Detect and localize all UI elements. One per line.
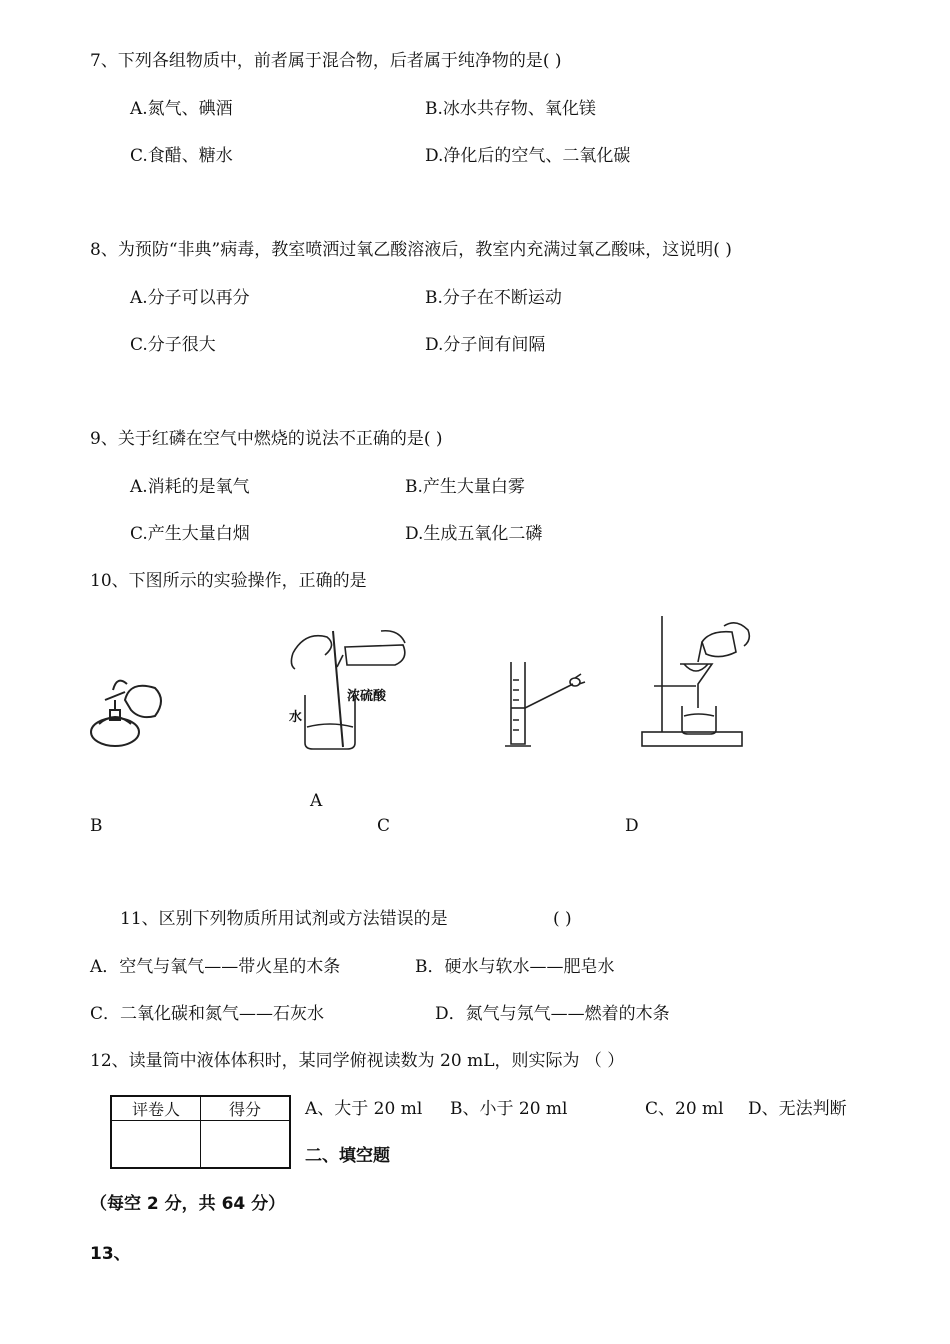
q12-option-c: C、20 ml [645, 1099, 724, 1119]
q12-option-d: D、无法判断 [748, 1099, 847, 1119]
score-cell[interactable] [201, 1121, 291, 1169]
q9-stem: 9、关于红磷在空气中燃烧的说法不正确的是( ) [90, 429, 443, 449]
alcohol-lamp-figure [85, 670, 170, 752]
q11-option-c: C．二氧化碳和氮气——石灰水 [90, 1004, 325, 1024]
acid-dilution-figure [285, 625, 410, 753]
acid-label: 浓硫酸 [347, 689, 387, 704]
grader-header: 评卷人 [111, 1096, 201, 1121]
q11-option-a: A．空气与氧气——带火星的木条 [90, 957, 341, 977]
figure-label-b: B [90, 816, 103, 836]
score-header: 得分 [201, 1096, 291, 1121]
q11-option-b: B．硬水与软水——肥皂水 [415, 957, 615, 977]
grading-table [110, 1095, 291, 1169]
q9-option-c: C.产生大量白烟 [130, 524, 250, 544]
water-label: 水 [289, 710, 303, 725]
q7-option-d: D.净化后的空气、二氧化碳 [425, 146, 631, 166]
q9-option-d: D.生成五氧化二磷 [405, 524, 543, 544]
q8-stem: 8、为预防“非典”病毒，教室喷洒过氧乙酸溶液后，教室内充满过氧乙酸味，这说明( ) [90, 240, 732, 260]
q12-option-b: B、小于 20 ml [450, 1099, 568, 1119]
q7-option-a: A.氮气、碘酒 [130, 99, 233, 119]
q9-option-b: B.产生大量白雾 [405, 477, 525, 497]
q8-option-d: D.分子间有间隔 [425, 335, 546, 355]
figure-label-a: A [310, 791, 323, 811]
q11-option-d: D．氮气与氖气——燃着的木条 [435, 1004, 670, 1024]
q8-option-c: C.分子很大 [130, 335, 216, 355]
q13-stem: 13、 [90, 1244, 131, 1264]
graduated-cylinder-figure [495, 660, 590, 752]
q7-option-c: C.食醋、糖水 [130, 146, 233, 166]
q8-option-b: B.分子在不断运动 [425, 288, 562, 308]
q9-option-a: A.消耗的是氧气 [130, 477, 250, 497]
q7-option-b: B.冰水共存物、氧化镁 [425, 99, 596, 119]
figure-label-d: D [625, 816, 639, 836]
q12-stem: 12、读量筒中液体体积时，某同学俯视读数为 20 mL，则实际为 （ ） [90, 1051, 625, 1071]
q8-option-a: A.分子可以再分 [130, 288, 250, 308]
q11-stem: 11、区别下列物质所用试剂或方法错误的是 [120, 909, 448, 929]
grader-cell[interactable] [111, 1121, 201, 1169]
figure-label-c: C [377, 816, 391, 836]
q10-stem: 10、下图所示的实验操作，正确的是 [90, 571, 367, 591]
section-title: 二、填空题 [305, 1146, 390, 1166]
section-scoring: （每空 2 分，共 64 分） [90, 1194, 286, 1214]
q7-stem: 7、下列各组物质中，前者属于混合物，后者属于纯净物的是( ) [90, 51, 562, 71]
q12-option-a: A、大于 20 ml [305, 1099, 423, 1119]
filtration-figure [640, 612, 755, 752]
q11-answer-paren: ( ) [553, 909, 572, 929]
